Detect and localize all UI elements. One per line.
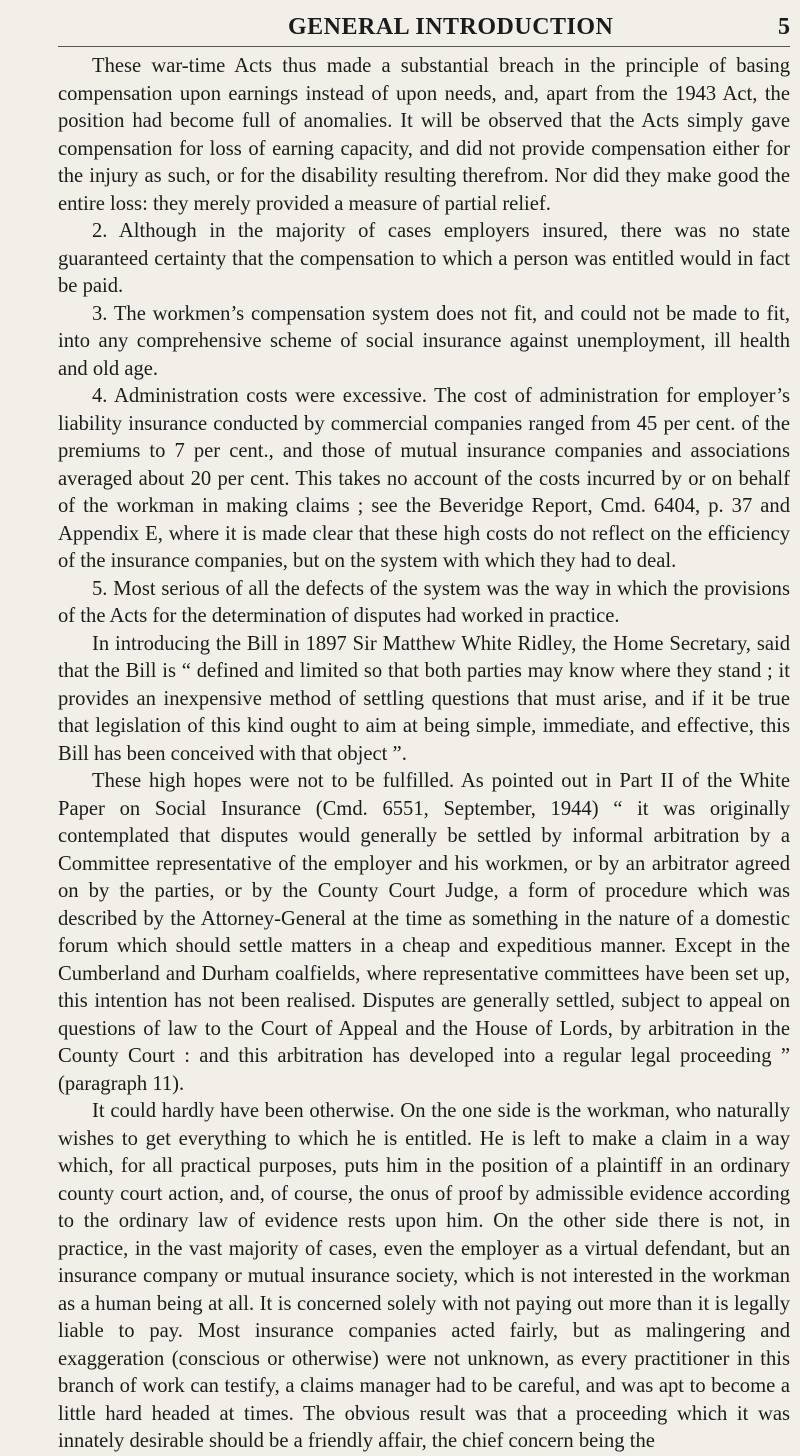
paragraph-point-5: 5. Most serious of all the defects of the system was the way in which the provisions of the Acts for the determination of disputes had worked in practice. (58, 577, 790, 627)
running-title: GENERAL INTRODUCTION (288, 14, 614, 40)
paragraph-bill-1897: In introducing the Bill in 1897 Sir Matthew White Ridley, the Home Secretary, said that the Bill is “ defined and limited so that both parties may know where they stand ; it provides an inexpensive method of settling questions that must arise, and if it be true that legislation of this kind ought to aim at being simple, immediate, and effective, this Bill has been conceived with that object ”. (58, 632, 790, 765)
paragraph-point-3: 3. The workmen’s compensation system does not fit, and could not be made to fit, into any comprehensive scheme of social insurance against unemployment, ill health and old age. (58, 302, 790, 380)
page-number: 5 (778, 14, 790, 40)
paragraph-point-4: 4. Administration costs were excessive. The cost of administration for employer’s liability insurance conducted by commercial companies ranged from 45 per cent. of the premiums to 7 per cent., and those of mutual insurance companies and associations averaged about 20 per cent. This takes no account of the costs incurred by or on behalf of the workman in making claims ; see the Beveridge Report, Cmd. 6404, p. 37 and Appendix E, where it is made clear that these high costs do not reflect on the efficiency of the insurance companies, but on the system with which they had to deal. (58, 385, 790, 572)
header-rule (58, 46, 790, 47)
paragraph-otherwise: It could hardly have been otherwise. On the one side is the workman, who naturally wishes to get everything to which he is entitled. He is left to make a claim in a way which, for all practical purposes, puts him in the position of a plaintiff in an ordinary county court action, and, of course, the onus of proof by admissible evidence according to the ordinary law of evidence rests upon him. On the other side there is not, in practice, in the vast majority of cases, even the employer as a virtual defendant, but an insurance company or mutual insurance society, which is not interested in the workman as a human being at all. It is concerned solely with not paying out more than it is legally liable to pay. Most insurance companies acted fairly, but as malingering and exaggeration (conscious or otherwise) were not unknown, as every practitioner in this branch of work can testify, a claims manager had to be careful, and was apt to become a little hard headed at times. The obvious result was that a proceeding which it was innately desirable should be a friendly affair, the chief concern being the (58, 1100, 790, 1452)
running-header (58, 0, 790, 46)
paragraph-war-time-acts: These war-time Acts thus made a substantial breach in the principle of basing compensation upon earnings instead of upon needs, and, apart from the 1943 Act, the position had become full of anomalies. It will be observed that the Acts simply gave compensation for loss of earning capacity, and did not provide compensation either for the injury as such, or for the disability resulting therefrom. Nor did they make good the entire loss: they merely provided a measure of partial relief. (58, 55, 790, 215)
paragraph-high-hopes: These high hopes were not to be fulfilled. As pointed out in Part II of the White Paper on Social Insurance (Cmd. 6551, September, 1944) “ it was originally contemplated that disputes would generally be settled by informal arbitration by a Committee representative of the employer and his workmen, or by an arbitrator agreed on by the parties, or by the County Court Judge, a form of procedure which was described by the Attorney-General at the time as something in the nature of a domestic forum which should settle matters in a cheap and expeditious manner. Except in the Cumberland and Durham coalfields, where representative committees have been set up, this intention has not been realised. Disputes are generally settled, subject to appeal on questions of law to the Court of Appeal and the House of Lords, by arbitration in the County Court : and this arbitration has developed into a regular legal proceeding ” (paragraph 11). (58, 770, 790, 1095)
body-text (58, 53, 790, 1456)
paragraph-point-2: 2. Although in the majority of cases employers insured, there was no state guaranteed certainty that the compensation to which a person was entitled would in fact be paid. (58, 220, 790, 297)
